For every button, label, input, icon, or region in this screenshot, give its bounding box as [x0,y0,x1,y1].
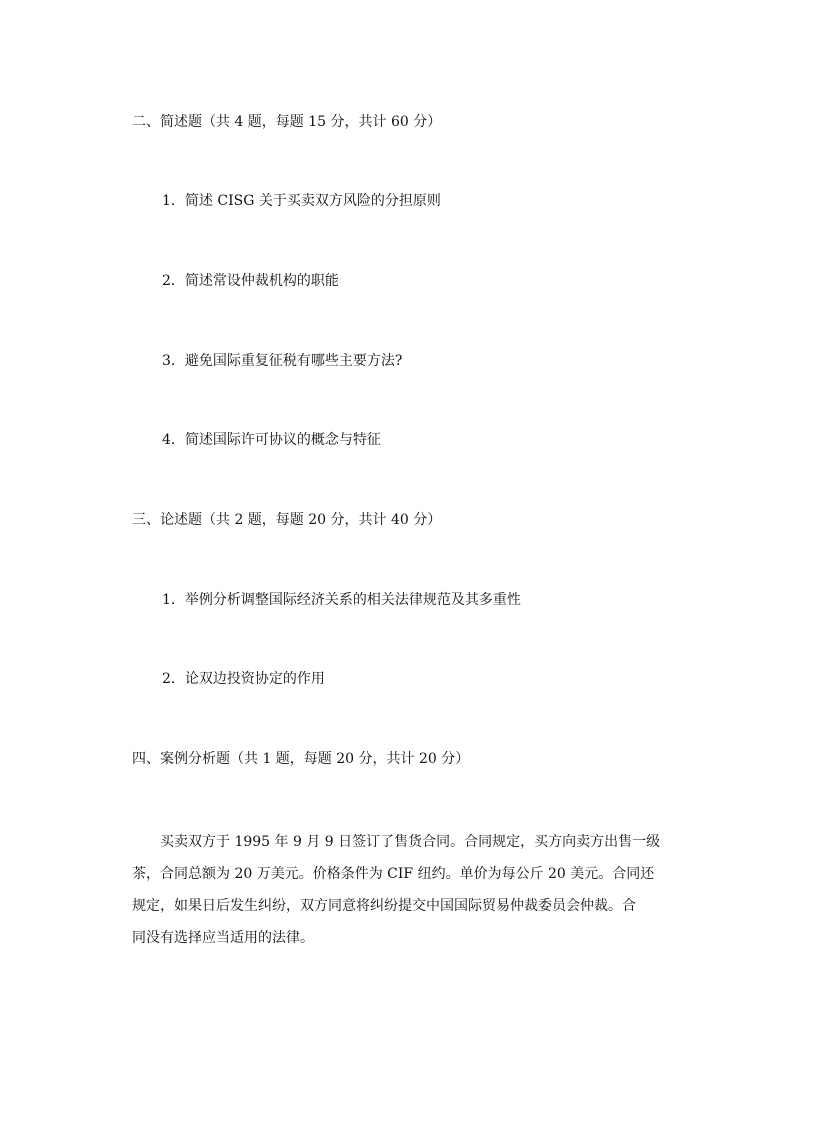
section-3-item-2: 2．论双边投资协定的作用 [162,671,325,687]
section-2-item-4: 4．简述国际许可协议的概念与特征 [162,432,381,448]
section-3-item-1: 1．举例分析调整国际经济关系的相关法律规范及其多重性 [162,592,521,608]
section-2-heading: 二、简述题（共 4 题，每题 15 分，共计 60 分） [132,114,442,130]
case-paragraph-line-2: 茶，合同总额为 20 万美元。价格条件为 CIF 纽约。单价为每公斤 20 美元。合同还 [132,866,655,882]
case-paragraph-line-1: 买卖双方于 1995 年 9 月 9 日签订了售货合同。合同规定，买方向卖方出售一级 [160,834,661,850]
case-paragraph-line-4: 同没有选择应当适用的法律。 [132,930,314,946]
section-2-item-1: 1．简述 CISG 关于买卖双方风险的分担原则 [162,193,441,209]
section-3-heading: 三、论述题（共 2 题，每题 20 分，共计 40 分） [132,512,442,528]
case-paragraph [132,826,690,954]
section-4-heading: 四、案例分析题（共 1 题，每题 20 分，共计 20 分） [132,751,470,767]
case-paragraph-line-3: 规定，如果日后发生纠纷，双方同意将纠纷提交中国国际贸易仲裁委员会仲裁。合 [132,898,636,914]
section-2-item-2: 2．简述常设仲裁机构的职能 [162,273,339,289]
section-2-item-3: 3．避免国际重复征税有哪些主要方法? [162,353,403,369]
